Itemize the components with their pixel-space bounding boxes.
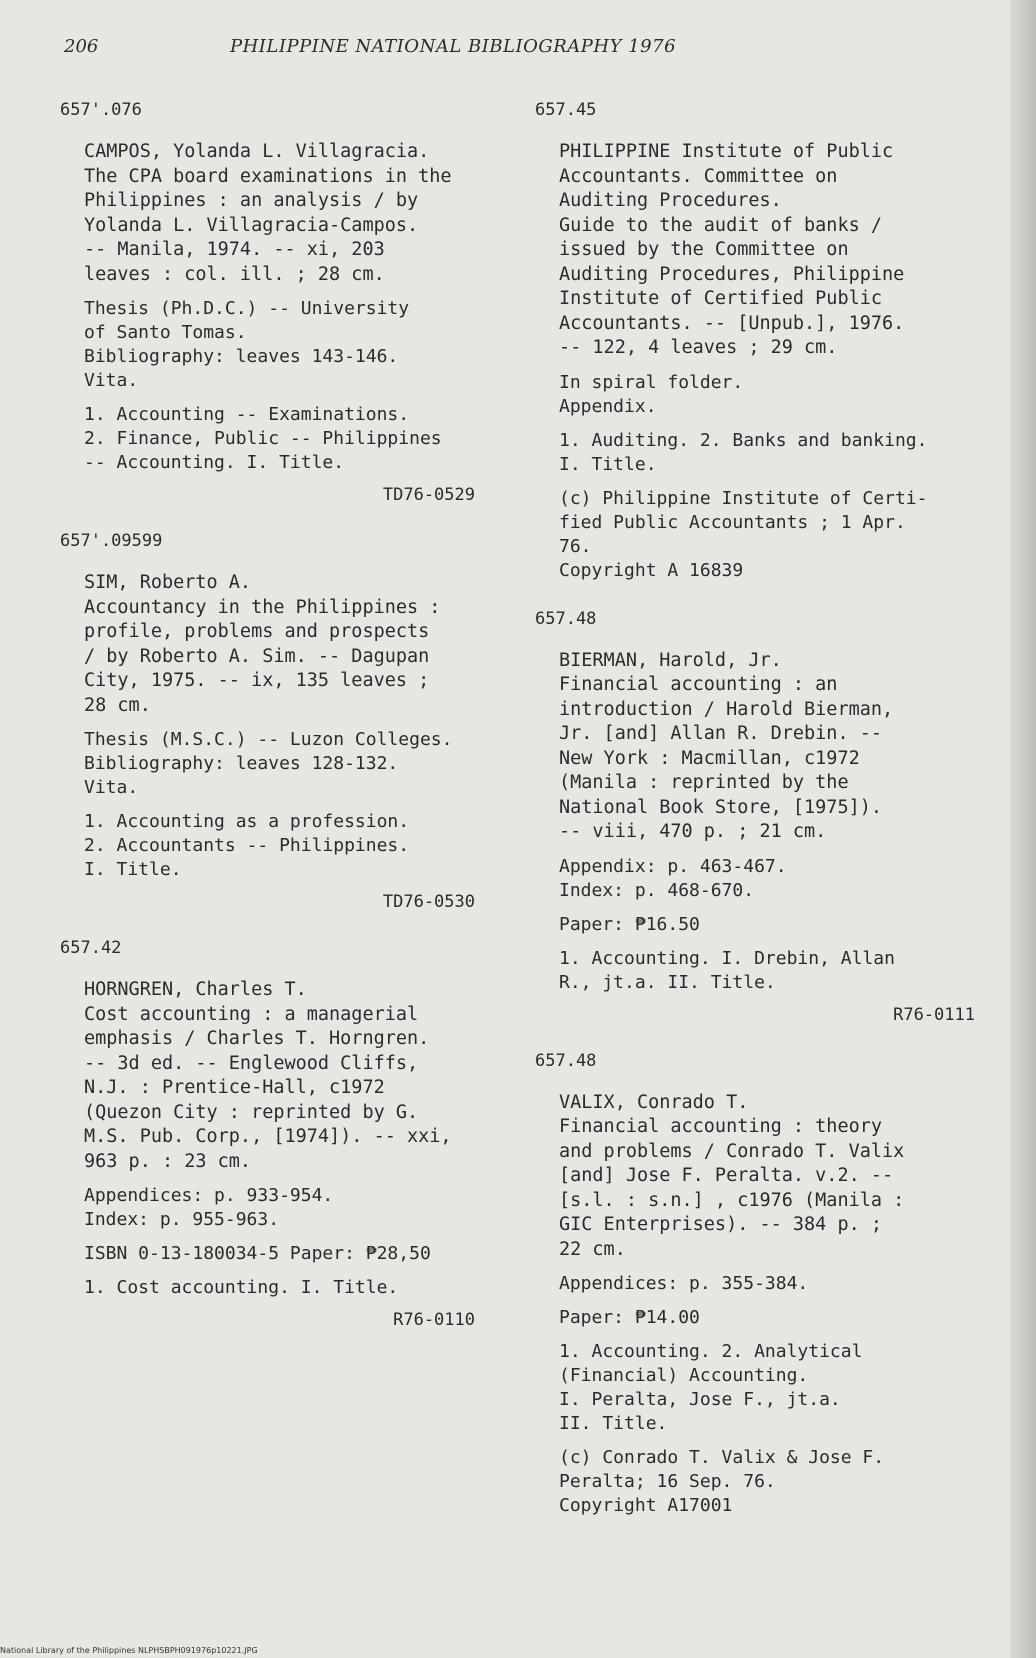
class-number: 657.48 [535,1050,597,1071]
main-citation: VALIX, Conrado T. Financial accounting : theory and problems / Conrado T. Valix [and] Jose F. Peralta. v.2. -- [s.l. : s.n.] , c1976 (Manila : GIC Enterprises). -- 384 p. ; 22 cm. [559,1091,905,1260]
main-citation: HORNGREN, Charles T. Cost accounting : a managerial emphasis / Charles T. Horngren. -- 3d ed. -- Englewood Cliffs, N.J. : Prentice-Hall, c1972 (Quezon City : reprinted by G. M.S. Pub. Corp., [1974]). -- xxi, 963 p. : 23 cm. [84,979,452,1172]
entry-note: 1. Cost accounting. I. Title. [84,1277,399,1298]
entry-note: 1. Accounting -- Examinations. 2. Finance, Public -- Philippines -- Accounting. I. Title. [84,404,442,473]
entry-note: Appendix: p. 463-467. Index: p. 468-670. [559,855,787,901]
entry-note: Thesis (M.S.C.) -- Luzon Colleges. Bibliography: leaves 128-132. Vita. [84,729,453,798]
control-number: R76-0111 [893,1004,975,1025]
bibliographic-entry [535,100,1005,583]
class-number: 657'.076 [60,100,142,120]
entry-note: Appendices: p. 355-384. [559,1273,809,1294]
class-number: 657.48 [535,608,597,629]
entry-note: (c) Philippine Institute of Certi- fied Public Accountants ; 1 Apr. 76. Copyright A 16839 [559,487,928,581]
entry-body [72,978,505,1330]
bibliographic-entry [535,609,1005,1025]
control-number: TD76-0529 [382,485,475,505]
entry-body [72,140,505,505]
entry-body [547,1091,1005,1519]
entry-note: Appendices: p. 933-954. Index: p. 955-963. [84,1185,334,1230]
bibliographic-entry [60,531,505,912]
left-column [60,100,505,1356]
bibliographic-entry [535,1051,1005,1519]
class-number: 657'.09599 [60,531,163,551]
entry-note: ISBN 0-13-180034-5 Paper: ₱28,50 [84,1243,431,1264]
control-number: TD76-0530 [382,892,475,912]
entry-note: 1. Accounting. 2. Analytical (Financial) Accounting. I. Peralta, Jose F., jt.a. II. Title. [559,1341,863,1434]
bibliographic-entry [60,938,505,1330]
main-citation: CAMPOS, Yolanda L. Villagracia. The CPA board examinations in the Philippines : an analysis / by Yolanda L. Villagracia-Campos. -- Manila, 1974. -- xi, 203 leaves : col. ill. ; 28 cm. [84,141,452,285]
page-number: 206 [64,36,99,57]
main-citation: BIERMAN, Harold, Jr. Financial accounting : an introduction / Harold Bierman, Jr. [and] Allan R. Drebin. -- New York : Macmillan, c1972 (Manila : reprinted by the National Book Store, [1975]). -- viii, 470 p. ; 21 cm. [559,649,894,842]
entry-note: Thesis (Ph.D.C.) -- University of Santo Tomas. Bibliography: leaves 143-146. Vita. [84,298,410,391]
entry-note: (c) Conrado T. Valix & Jose F. Peralta; 16 Sep. 76. Copyright A17001 [559,1447,885,1516]
main-citation: PHILIPPINE Institute of Public Accountants. Committee on Auditing Procedures. Guide to the audit of banks / issued by the Committee on Auditing Procedures, Philippine Institute of Certified Public Accountants. -- [Unpub.], 1976. -- 122, 4 leaves ; 29 cm. [559,141,905,358]
main-citation: SIM, Roberto A. Accountancy in the Philippines : profile, problems and prospects / by Roberto A. Sim. -- Dagupan City, 1975. -- ix, 135 leaves ; 28 cm. [84,572,441,716]
right-column [535,100,1005,1544]
entry-note: 1. Auditing. 2. Banks and banking. I. Title. [559,429,928,475]
entry-note: In spiral folder. Appendix. [559,371,744,417]
entry-body [547,649,1005,1025]
entry-note: Paper: ₱16.50 [559,913,700,935]
bibliographic-entry [60,100,505,505]
control-number: R76-0110 [393,1310,475,1330]
running-title: PHILIPPINE NATIONAL BIBLIOGRAPHY 1976 [230,36,677,57]
entry-body [72,571,505,912]
entry-note: Paper: ₱14.00 [559,1307,700,1328]
class-number: 657.45 [535,100,597,120]
entry-note: 1. Accounting. I. Drebin, Allan R., jt.a. II. Title. [559,947,895,993]
entry-body [547,140,1005,583]
entry-note: 1. Accounting as a profession. 2. Accountants -- Philippines. I. Title. [84,811,410,880]
page-edge [1010,0,1036,1658]
scan-footer: National Library of the Philippines NLPHSBPH091976p10221.JPG [0,1646,258,1655]
class-number: 657.42 [60,938,122,958]
